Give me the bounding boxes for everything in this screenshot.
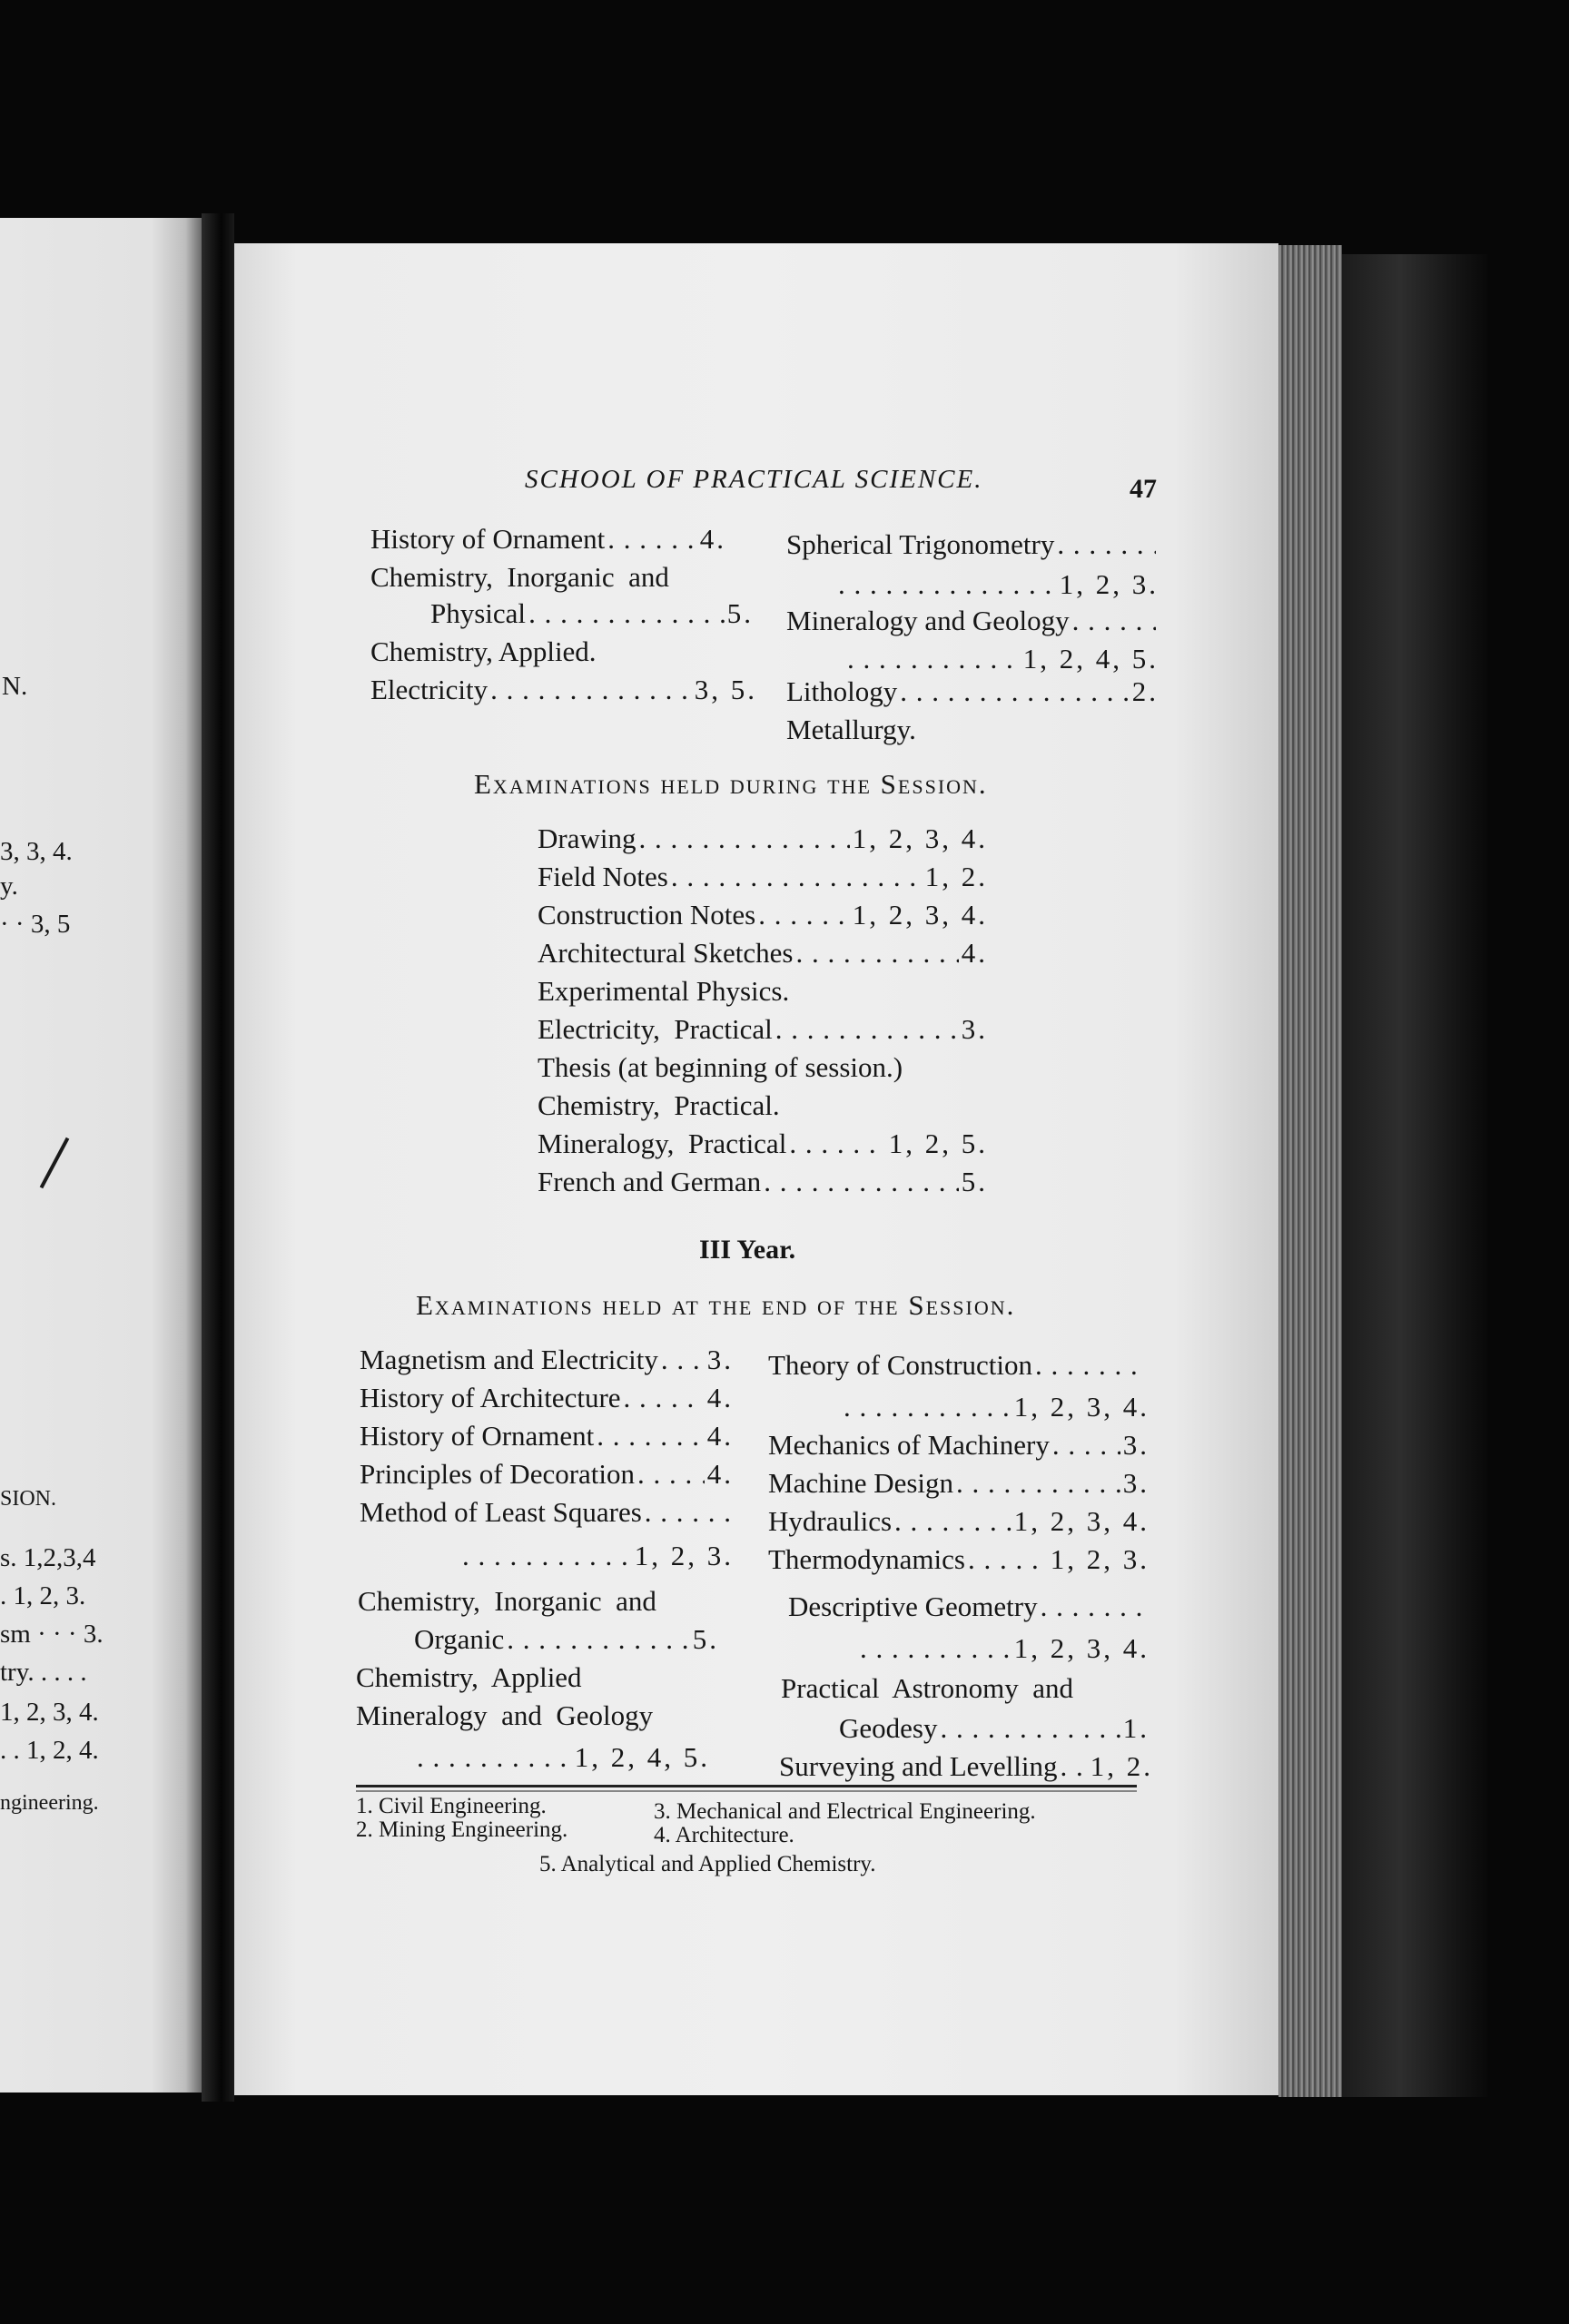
list-item: Principles of Decoration . . . 4. xyxy=(360,1458,734,1491)
left-page-fragment: . 1, 2, 3. xyxy=(0,1581,86,1610)
left-page-fragment: y. xyxy=(0,872,18,901)
footnote: 1. Civil Engineering. xyxy=(356,1794,547,1818)
book-gutter xyxy=(202,213,234,2102)
left-page-fragment: 3, 3, 4. xyxy=(0,837,73,866)
left-page-fragment: . . 1, 2, 4. xyxy=(0,1736,99,1765)
list-item: Construction Notes . . . 1, 2, 3, 4. xyxy=(538,899,988,931)
list-item: . . . 1, 2, 3, 4. xyxy=(857,1632,1150,1665)
list-item: Electricity . . . 3, 5. xyxy=(370,674,757,706)
section-heading: Examinations held during the Session. xyxy=(474,768,988,800)
left-page-fragment: s. 1,2,3,4 xyxy=(0,1543,96,1572)
list-item: Practical Astronomy and xyxy=(781,1672,1073,1704)
list-item: Thesis (at beginning of session.) xyxy=(538,1051,903,1083)
left-page-fragment: N. xyxy=(2,672,28,701)
list-item: Organic . . . 5. xyxy=(414,1623,719,1656)
page-number: 47 xyxy=(1130,474,1157,504)
list-item: Mineralogy and Geology xyxy=(356,1699,654,1731)
pencil-mark xyxy=(40,1137,70,1189)
list-item: Electricity, Practical . . . 3. xyxy=(538,1013,988,1046)
list-item: Thermodynamics . . . 1, 2, 3. xyxy=(768,1543,1150,1576)
book-cover-edge xyxy=(1342,254,1487,2097)
list-item: Metallurgy. xyxy=(786,714,916,745)
left-page-fragment: · · 3, 5 xyxy=(0,910,71,939)
list-item: . . . 1, 2, 3. xyxy=(835,568,1159,601)
left-page-fragment: 1, 2, 3, 4. xyxy=(0,1698,99,1727)
list-item: Method of Least Squares . . . xyxy=(360,1496,734,1529)
list-item: Spherical Trigonometry . . . xyxy=(786,528,1159,561)
list-item: History of Ornament . . . 4. xyxy=(370,523,726,556)
list-item: French and German . . . 5. xyxy=(538,1166,988,1198)
list-item: Geodesy . . . 1. xyxy=(839,1712,1150,1745)
left-facing-page xyxy=(0,218,202,2093)
list-item: Drawing . . . 1, 2, 3, 4. xyxy=(538,822,988,855)
footnote: 2. Mining Engineering. xyxy=(356,1817,568,1842)
list-item: Mineralogy, Practical . . . 1, 2, 5. xyxy=(538,1128,988,1160)
list-item: Experimental Physics. xyxy=(538,975,790,1007)
left-page-fragment: SION. xyxy=(0,1487,57,1511)
list-item: Descriptive Geometry . . . xyxy=(788,1590,1150,1623)
footnote-rule xyxy=(356,1790,1137,1792)
list-item: Chemistry, Inorganic and xyxy=(370,561,669,593)
list-item: Physical . . . 5. xyxy=(430,597,754,630)
list-item: . . . 1, 2, 4, 5. xyxy=(414,1741,710,1774)
left-page-fragment: sm · · · 3. xyxy=(0,1620,104,1649)
list-item: Machine Design . . . 3. xyxy=(768,1467,1150,1500)
list-item: History of Architecture . . . 4. xyxy=(360,1382,734,1414)
running-title: SCHOOL OF PRACTICAL SCIENCE. xyxy=(525,465,983,494)
list-item: History of Ornament . . . 4. xyxy=(360,1420,734,1452)
list-item: Field Notes . . . 1, 2. xyxy=(538,861,988,893)
list-item: Chemistry, Inorganic and xyxy=(358,1585,656,1617)
list-item: Chemistry, Practical. xyxy=(538,1089,780,1121)
section-heading: Examinations held at the end of the Session. xyxy=(416,1289,1016,1321)
list-item: Architectural Sketches . . . 4. xyxy=(538,937,988,970)
footnote-rule xyxy=(356,1785,1137,1787)
list-item: Surveying and Levelling . . . 1, 2. xyxy=(779,1750,1153,1783)
list-item: Chemistry, Applied xyxy=(356,1661,582,1693)
list-item: . . . 1, 2, 3. xyxy=(459,1540,734,1572)
left-page-fragment: ngineering. xyxy=(0,1791,99,1815)
footnote: 4. Architecture. xyxy=(654,1823,794,1847)
list-item: . . . 1, 2, 3, 4. xyxy=(841,1391,1150,1423)
footnote: 5. Analytical and Applied Chemistry. xyxy=(539,1852,876,1876)
list-item: Magnetism and Electricity . . . 3. xyxy=(360,1344,734,1376)
list-item: Hydraulics . . . 1, 2, 3, 4. xyxy=(768,1505,1150,1538)
footnote: 3. Mechanical and Electrical Engineering. xyxy=(654,1799,1036,1824)
list-item: Theory of Construction . . . xyxy=(768,1349,1150,1382)
year-title: III Year. xyxy=(699,1235,796,1265)
list-item: Mineralogy and Geology . . . xyxy=(786,605,1159,637)
list-item: . . . 1, 2, 4, 5. xyxy=(844,643,1159,675)
list-item: Mechanics of Machinery . . . 3. xyxy=(768,1429,1150,1462)
list-item: Lithology . . . 2. xyxy=(786,675,1159,708)
left-page-fragment: try. . . . . xyxy=(0,1658,87,1687)
list-item: Chemistry, Applied. xyxy=(370,635,597,667)
page-edges xyxy=(1278,245,1342,2097)
